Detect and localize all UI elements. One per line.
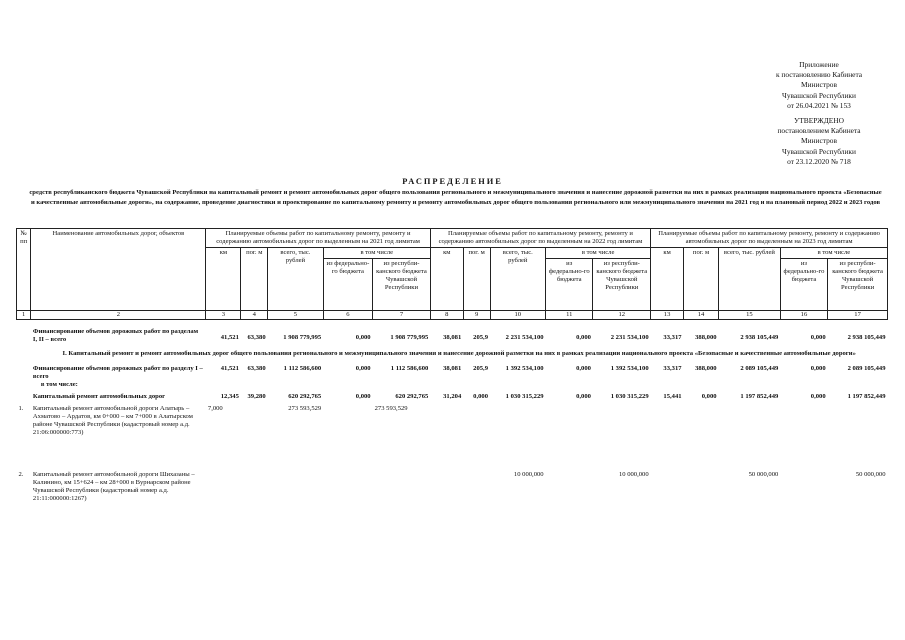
- header-pogm: пог. м: [684, 248, 719, 311]
- cell-value: [241, 468, 268, 504]
- header-incl: в том числе: [546, 248, 651, 259]
- approved-line: Чувашской Республики: [782, 146, 856, 156]
- appendix-line: Чувашской Республики: [782, 90, 856, 100]
- column-index: 11: [546, 311, 593, 320]
- header-fed: из федерально-го бюджета: [780, 259, 827, 311]
- column-index: 8: [430, 311, 463, 320]
- column-index: 2: [31, 311, 206, 320]
- row-label: Капитальный ремонт автомобильной дороги Шихазаны – Калинино, км 15+624 – км 28+000 в Вурнарском районе Чувашской Республики (кадастровый номер а.д. 21:11:000000:1267): [32, 470, 195, 502]
- approved-block: [759, 116, 879, 167]
- cell-value: 273 593,529: [374, 404, 408, 412]
- cell-value: [241, 402, 268, 468]
- cell-value: 388,000: [695, 334, 717, 341]
- appendix-block: [759, 60, 879, 111]
- row-label: Капитальный ремонт автомобильных дорог: [32, 392, 166, 400]
- cell-value: 1 197 852,449: [847, 392, 886, 400]
- cell-value: 0,000: [810, 392, 826, 400]
- cell-value: 0,000: [810, 364, 826, 372]
- cell-value: [719, 402, 781, 468]
- header-pogm: пог. м: [241, 248, 268, 311]
- row-label: Капитальный ремонт автомобильной дороги Алатырь – Ахматово – Ардатов, км 0+000 – км 7+000 в Алатырском районе Чувашской Республики (кадастровый номер а.д. 21:06:000000:773): [32, 404, 193, 436]
- cell-value: [490, 402, 546, 468]
- column-index: 4: [241, 311, 268, 320]
- document-title: РАСПРЕДЕЛЕНИЕ: [402, 177, 503, 186]
- cell-value: 12,345: [220, 392, 239, 400]
- cell-value: 1 392 534,100: [610, 364, 649, 372]
- cell-value: [268, 468, 324, 504]
- table-row-financing-section-1: [17, 362, 888, 390]
- cell-value: [206, 468, 241, 504]
- cell-value: 1 030 315,229: [610, 392, 649, 400]
- cell-value: 1 112 586,600: [283, 364, 322, 372]
- header-rep: из республи-канского бюджета Чувашской Республики: [373, 259, 431, 311]
- table-row-capital-repair: [17, 390, 888, 402]
- row-label-sub: в том числе:: [40, 380, 78, 388]
- appendix-line: Приложение: [799, 60, 839, 69]
- row-number: 2.: [18, 470, 24, 478]
- cell-value: 10 000,000: [618, 470, 649, 478]
- header-pogm: пог. м: [463, 248, 490, 311]
- cell-value: 0,000: [355, 364, 371, 372]
- cell-value: [780, 402, 827, 468]
- cell-value: [546, 402, 593, 468]
- cell-value: 620 292,765: [288, 392, 322, 400]
- cell-value: 33,317: [663, 334, 682, 341]
- cell-value: 50 000,000: [855, 470, 886, 478]
- header-plan-2021: Планируемые объемы работ по капитальному ремонту, ремонту и содержанию автомобильных дорог по выделенным на 2021 год лимитам: [206, 229, 430, 248]
- header-incl: в том числе: [780, 248, 887, 259]
- table-row-section-1: [17, 346, 888, 362]
- cell-value: 2 231 534,100: [610, 334, 649, 341]
- header-plan-2023: Планируемые объемы работ по капитальному ремонту, ремонту и содержанию автомобильных дорог по выделенным на 2023 год лимитам: [651, 229, 888, 248]
- document-subtitle: средств республиканского бюджета Чувашской Республики на капитальный ремонт и ремонт автомобильных дорог общего пользования регионального и межмуниципального значения и нанесение дорожной разметки на них в рамках реализации национального проекта «Безопасные и качественные автомобильные дороги», на содержание, проведение диагностики и проектирование по капитальному ремонту и ремонту автомобильных дорог общего пользования регионального или межмуниципального значения на 2021 год и на плановый период 2022 и 2023 годов: [29, 189, 882, 206]
- column-index: 9: [463, 311, 490, 320]
- cell-value: [463, 468, 490, 504]
- row-label-main: Финансирование объемов дорожных работ по разделу I – всего: [32, 364, 203, 380]
- approved-line: УТВЕРЖДЕНО: [794, 116, 844, 125]
- table-row-financing-total: [17, 320, 888, 346]
- cell-value: 205,9: [473, 334, 488, 341]
- appendix-line: к постановлению Кабинета Министров: [775, 70, 863, 90]
- cell-value: 10 000,000: [513, 470, 544, 478]
- column-index: 3: [206, 311, 241, 320]
- cell-value: [430, 468, 463, 504]
- cell-value: 2 938 105,449: [847, 334, 886, 341]
- header-km: км: [206, 248, 241, 311]
- cell-value: 2 089 105,449: [740, 364, 779, 372]
- cell-value: 15,441: [663, 392, 682, 400]
- cell-value: [593, 402, 651, 468]
- cell-value: 41,521: [220, 334, 239, 341]
- cell-value: 38,081: [443, 364, 462, 372]
- cell-value: [780, 468, 827, 504]
- cell-value: 2 089 105,449: [847, 364, 886, 372]
- header-rep: из республи-канского бюджета Чувашской Республики: [828, 259, 888, 311]
- cell-value: 63,380: [247, 364, 266, 372]
- column-index: 17: [828, 311, 888, 320]
- cell-value: 0,000: [576, 334, 591, 341]
- cell-value: 0,000: [473, 392, 488, 400]
- cell-value: 38,081: [443, 334, 462, 341]
- column-index: 7: [373, 311, 431, 320]
- cell-value: 388,000: [695, 364, 717, 372]
- section-heading: I. Капитальный ремонт и ремонт автомобильных дорог общего пользования регионального и межмуниципального значения и нанесение дорожной разметки на них в рамках реализации национального проекта «Безопасные и качественные автомобильные дороги»: [62, 349, 856, 357]
- cell-value: [373, 468, 431, 504]
- cell-value: 0,000: [355, 392, 371, 400]
- cell-value: [651, 468, 684, 504]
- cell-value: [828, 402, 888, 468]
- cell-value: 1 197 852,449: [740, 392, 779, 400]
- column-index: 14: [684, 311, 719, 320]
- column-index-row: [17, 311, 888, 320]
- header-incl: в том числе: [323, 248, 430, 259]
- header-total: всего, тыс. рублей: [268, 248, 324, 311]
- cell-value: 1 908 779,995: [283, 334, 322, 341]
- cell-value: 1 392 534,100: [505, 364, 544, 372]
- cell-value: 1 030 315,229: [505, 392, 544, 400]
- cell-value: 1 112 586,600: [390, 364, 429, 372]
- cell-value: [651, 402, 684, 468]
- row-label: [31, 362, 206, 390]
- cell-value: 0,000: [355, 334, 371, 341]
- table-row-item-1: [17, 402, 888, 468]
- cell-value: 33,317: [663, 364, 682, 372]
- approved-line: постановлением Кабинета Министров: [777, 126, 861, 146]
- column-index: 10: [490, 311, 546, 320]
- approved-line: от 23.12.2020 № 718: [787, 156, 851, 166]
- cell-value: 63,380: [247, 334, 266, 341]
- cell-value: 2 938 105,449: [740, 334, 779, 341]
- cell-value: [546, 468, 593, 504]
- table-row-item-2: [17, 468, 888, 504]
- header-total: всего, тыс. рублей: [490, 248, 546, 311]
- distribution-table: [16, 228, 888, 504]
- row-label: Финансирование объемов дорожных работ по разделам I, II – всего: [32, 328, 199, 343]
- cell-value: 620 292,765: [395, 392, 429, 400]
- column-index: 1: [17, 311, 31, 320]
- cell-value: 0,000: [576, 364, 591, 372]
- header-km: км: [430, 248, 463, 311]
- header-total: всего, тыс. рублей: [719, 248, 781, 311]
- cell-value: 2 231 534,100: [505, 334, 544, 341]
- cell-value: 0,000: [701, 392, 717, 400]
- column-index: 6: [323, 311, 372, 320]
- cell-value: 41,521: [220, 364, 239, 372]
- cell-value: 39,280: [247, 392, 266, 400]
- cell-value: [323, 402, 372, 468]
- cell-value: [684, 402, 719, 468]
- header-rep: из республи-канского бюджета Чувашской Республики: [593, 259, 651, 311]
- cell-value: 273 593,529: [288, 404, 322, 412]
- cell-value: 7,000: [207, 404, 223, 412]
- cell-value: [323, 468, 372, 504]
- column-index: 15: [719, 311, 781, 320]
- cell-value: 0,000: [576, 392, 591, 400]
- cell-value: 1 908 779,995: [390, 334, 429, 341]
- column-index: 16: [780, 311, 827, 320]
- header-nn: № пп: [17, 229, 31, 311]
- cell-value: 205,9: [473, 364, 488, 372]
- row-number: 1.: [18, 404, 24, 412]
- cell-value: [684, 468, 719, 504]
- cell-value: 50 000,000: [748, 470, 779, 478]
- column-index: 13: [651, 311, 684, 320]
- appendix-line: от 26.04.2021 № 153: [787, 100, 851, 110]
- column-index: 12: [593, 311, 651, 320]
- cell-value: [463, 402, 490, 468]
- header-fed: из федерально-го бюджета: [323, 259, 372, 311]
- cell-value: 0,000: [810, 334, 826, 341]
- header-name: Наименование автомобильных дорог, объектов: [31, 229, 206, 311]
- cell-value: [430, 402, 463, 468]
- header-fed: из федерально-го бюджета: [546, 259, 593, 311]
- column-index: 5: [268, 311, 324, 320]
- header-km: км: [651, 248, 684, 311]
- header-plan-2022: Планируемые объемы работ по капитальному ремонту, ремонту и содержанию автомобильных дорог по выделенным на 2022 год лимитам: [430, 229, 650, 248]
- cell-value: 31,204: [443, 392, 462, 400]
